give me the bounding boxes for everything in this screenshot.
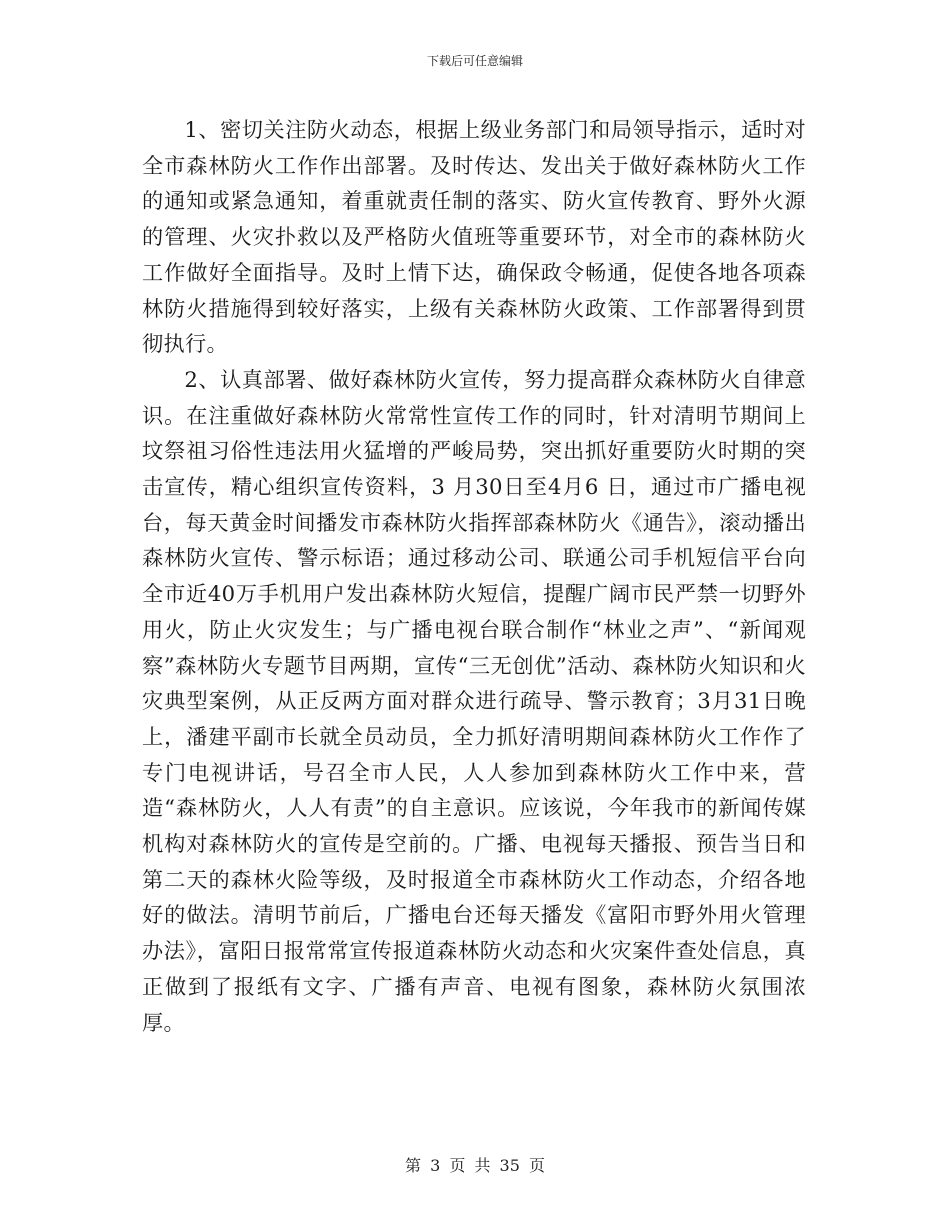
paragraph-1: 1、密切关注防火动态，根据上级业务部门和局领导指示，适时对全市森林防火工作作出部署。及时传达、发出关于做好森林防火工作的通知或紧急通知，着重就责任制的落实、防火宣传教育、野外火源的管理、火灾扑救以及严格防火值班等重要环节，对全市的森林防火工作做好全面指导。及时上情下达，确保政令畅通，促使各地各项森林防火措施得到较好落实，上级有关森林防火政策、工作部署得到贯彻执行。 — [142, 117, 806, 357]
page-header: 下载后可任意编辑 — [426, 54, 523, 68]
paragraph-2: 2、认真部署、做好森林防火宣传，努力提高群众森林防火自律意识。在注重做好森林防火常常性宣传工作的同时，针对清明节期间上坟祭祖习俗性违法用火猛增的严峻局势，突出抓好重要防火时期的突击宣传，精心组织宣传资料，3 月30日至4月6 日，通过市广播电视台，每天黄金时间播发市森林防火指挥部森林防火《通告》，滚动播出森林防火宣传、警示标语；通过移动公司、联通公司手机短信平台向全市近40万手机用户发出森林防火短信，提醒广阔市民严禁一切野外用火，防止火灾发生；与广播电视台联合制作“林业之声”、“新闻观察”森林防火专题节目两期，宣传“三无创优”活动、森林防火知识和火灾典型案例，从正反两方面对群众进行疏导、警示教育；3月31日晚上，潘建平副市长就全员动员，全力抓好清明期间森林防火工作作了专门电视讲话，号召全市人民，人人参加到森林防火工作中来，营造“森林防火，人人有责”的自主意识。应该说，今年我市的新闻传媒机构对森林防火的宣传是空前的。广播、电视每天播报、预告当日和第二天的森林火险等级，及时报道全市森林防火工作动态，介绍各地好的做法。清明节前后，广播电台还每天播发《富阳市野外用火管理办法》，富阳日报常常宣传报道森林防火动态和火灾案件查处信息，真正做到了报纸有文字、广播有声音、电视有图象，森林防火氛围浓厚。 — [142, 366, 806, 1035]
document-body — [142, 112, 806, 1040]
page-footer: 第 3 页 共 35 页 — [405, 1156, 545, 1175]
